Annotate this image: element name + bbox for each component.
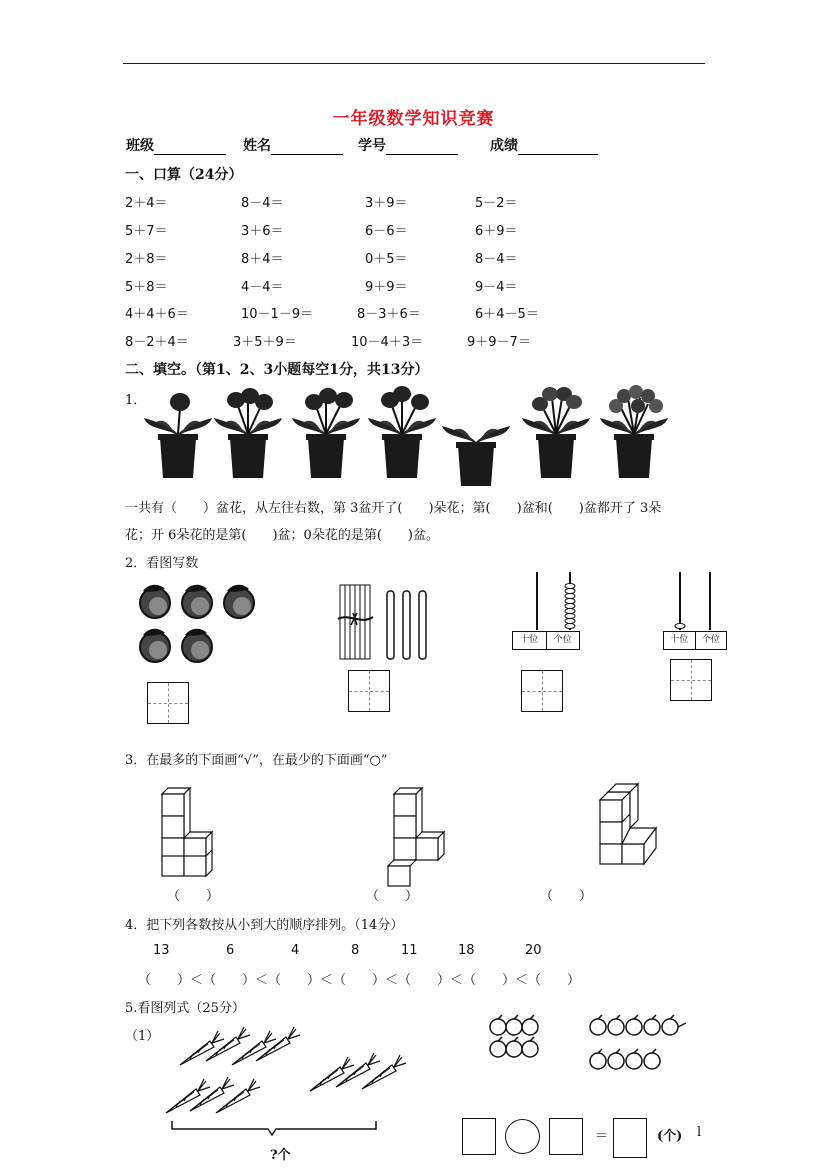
sticks-bundle-illustration: [335, 583, 445, 663]
flower-pots-illustration: [148, 388, 678, 483]
page-mark: l: [697, 1125, 702, 1140]
carrots-illustration: [160, 1025, 410, 1135]
question-5-heading: 5.看图列式（25分）: [125, 1001, 245, 1016]
equation: 3＋9＝: [365, 196, 408, 211]
number-item: 13: [153, 943, 170, 958]
stick-bundle: [338, 585, 373, 659]
equation: 2＋8＝: [125, 252, 168, 267]
abacus-2-place-labels: [663, 631, 727, 650]
answer-box-2[interactable]: [549, 1118, 583, 1155]
class-blank[interactable]: [154, 140, 226, 155]
answer-circle-operator[interactable]: [505, 1119, 540, 1154]
single-stick: [403, 591, 410, 659]
peach: [140, 585, 170, 618]
number-item: 11: [401, 943, 418, 958]
tens-label: 十位: [513, 632, 547, 649]
equation: 6＋4－5＝: [475, 307, 539, 322]
student-number-field: [358, 135, 458, 155]
student-number-blank[interactable]: [386, 140, 458, 155]
cubes-figure-3: [598, 786, 660, 866]
equation: 4＋4＋6＝: [125, 307, 189, 322]
peach: [182, 585, 212, 618]
pot-7: [600, 385, 668, 478]
answer-paren-figure-1[interactable]: （ ）: [167, 889, 220, 904]
ones-label: 个位: [553, 635, 572, 645]
tens-label: 十位: [664, 632, 696, 649]
class-label: 班级: [126, 138, 154, 154]
equation: 10－4＋3＝: [351, 335, 424, 350]
apples-group-1: [488, 1015, 548, 1065]
score-blank[interactable]: [518, 140, 598, 155]
equation: 8－4＝: [475, 252, 518, 267]
pot-6: [522, 387, 590, 478]
equation: 5＋7＝: [125, 224, 168, 239]
name-label: 姓名: [243, 138, 271, 154]
equation: 6＋9＝: [475, 224, 518, 239]
equation: 6－6＝: [365, 224, 408, 239]
equation: 0＋5＝: [365, 252, 408, 267]
flower: [170, 393, 190, 411]
answer-box-sticks[interactable]: [348, 670, 390, 712]
section-1-heading: 一、口算（24分）: [125, 167, 243, 183]
equation: 9＋9＝: [365, 280, 408, 295]
equation: 8－2＋4＝: [125, 335, 189, 350]
equation: 4－4＝: [241, 280, 284, 295]
pot-2: [214, 388, 282, 478]
name-field: [243, 135, 343, 155]
question-1-number: 1．: [125, 393, 147, 408]
pot-4: [368, 386, 436, 478]
question-1-line-1: 一共有（ ）盆花，从左往右数，第 3盆开了( )朵花；第( )盆和( )盆都开了 3朵: [125, 501, 662, 516]
student-number-label: 学号: [358, 138, 386, 154]
question-3-heading: 3．在最多的下面画“√”，在最少的下面画“○”: [125, 753, 388, 768]
question-4-heading: 4．把下列各数按从小到大的顺序排列。（14分）: [125, 918, 404, 933]
answer-paren-figure-3[interactable]: （ ）: [540, 889, 593, 904]
pot-1: [144, 393, 212, 478]
number-item: 8: [351, 943, 360, 958]
number-item: 4: [291, 943, 300, 958]
peaches-illustration: [135, 583, 265, 668]
cubes-figure-2: [386, 786, 446, 886]
equation: 5－2＝: [475, 196, 518, 211]
apples-group-2: [588, 1015, 698, 1065]
equation: 9＋9－7＝: [467, 335, 531, 350]
total-question-mark: ?个: [270, 1148, 291, 1163]
question-1-line-2: 花；开 6朵花的是第( )盆；0朵花的是第( )盆。: [125, 528, 439, 543]
question-5-part-1: （1）: [125, 1029, 160, 1044]
answer-box-abacus-2[interactable]: [670, 659, 712, 701]
score-label: 成绩: [490, 138, 518, 154]
equation: 5＋8＝: [125, 280, 168, 295]
equals-sign: ＝: [595, 1129, 609, 1144]
ordering-blanks[interactable]: （ ）＜（ ）＜（ ）＜（ ）＜（ ）＜（ ）＜（ ）: [138, 973, 581, 988]
abacus-1-place-labels: [512, 631, 580, 650]
cubes-figure-1: [160, 786, 220, 878]
single-stick: [387, 591, 394, 659]
equation: 3＋5＋9＝: [233, 335, 297, 350]
peach: [140, 629, 170, 662]
pot-5: [442, 426, 510, 486]
answer-box-peaches[interactable]: [147, 682, 189, 724]
equation: 9－4＝: [475, 280, 518, 295]
abacus-1-illustration: [512, 572, 592, 632]
equation: 10－1－9＝: [241, 307, 314, 322]
equation: 8－3＋6＝: [357, 307, 421, 322]
peach: [182, 629, 212, 662]
header-rule: [123, 63, 705, 64]
answer-paren-figure-2[interactable]: （ ）: [366, 889, 419, 904]
answer-box-1[interactable]: [462, 1118, 496, 1155]
single-stick: [419, 591, 426, 659]
answer-box-abacus-1[interactable]: [521, 670, 563, 712]
equation: 8＋4＝: [241, 252, 284, 267]
equation: 3＋6＝: [241, 224, 284, 239]
ones-label: 个位: [701, 635, 720, 645]
peach: [224, 585, 254, 618]
class-field: [126, 135, 226, 155]
abacus-2-illustration: [664, 572, 734, 632]
page-title: 一年级数学知识竞赛: [332, 109, 495, 129]
number-item: 6: [226, 943, 235, 958]
question-2-heading: 2．看图写数: [125, 556, 199, 571]
answer-box-result[interactable]: [613, 1118, 647, 1158]
equation: 2＋4＝: [125, 196, 168, 211]
section-2-heading: 二、填空。（第1、2、3小题每空1分，共13分）: [125, 362, 429, 378]
unit-label: (个): [657, 1129, 683, 1144]
equation: 8－4＝: [241, 196, 284, 211]
score-field: [490, 135, 598, 155]
name-blank[interactable]: [271, 140, 343, 155]
pot-3: [292, 388, 360, 478]
total-brace: [172, 1121, 376, 1135]
number-item: 18: [458, 943, 475, 958]
number-item: 20: [525, 943, 542, 958]
